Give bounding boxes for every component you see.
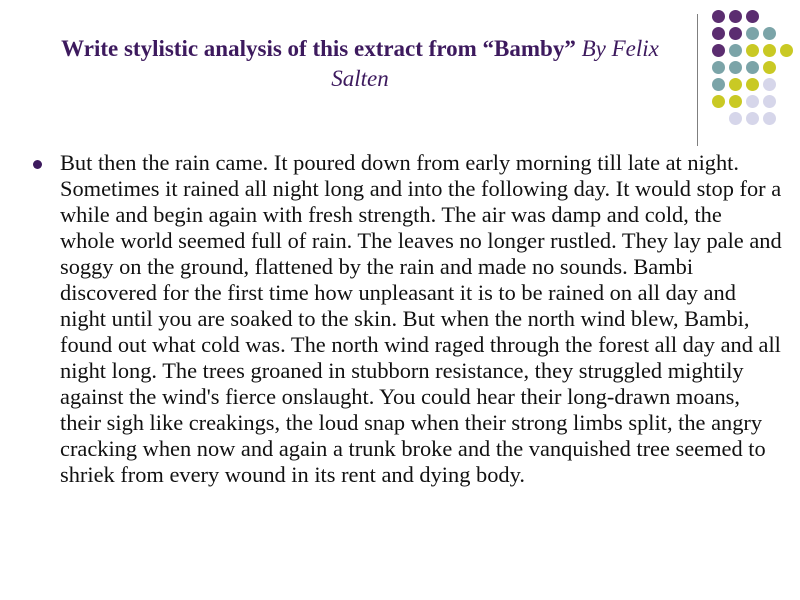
decorative-dot: [729, 61, 742, 74]
decorative-dot-grid: [708, 10, 798, 130]
decorative-dot: [712, 61, 725, 74]
decorative-dot: [763, 44, 776, 57]
decorative-dot: [763, 112, 776, 125]
decorative-dot: [729, 95, 742, 108]
decorative-dot: [746, 27, 759, 40]
slide-title: [30, 34, 690, 94]
decorative-dot: [763, 95, 776, 108]
slide-title-main: Write stylistic analysis of this extract from “Bamby”: [61, 36, 576, 61]
decorative-dot: [746, 61, 759, 74]
decorative-dot: [763, 27, 776, 40]
decorative-dot: [746, 44, 759, 57]
decorative-dot: [729, 112, 742, 125]
decorative-dot: [712, 44, 725, 57]
decorative-dot: [746, 10, 759, 23]
decorative-dot: [763, 78, 776, 91]
bullet-icon: [33, 160, 42, 169]
decorative-dot: [780, 44, 793, 57]
vertical-divider: [697, 14, 698, 146]
decorative-dot: [746, 112, 759, 125]
decorative-dot: [746, 95, 759, 108]
extract-paragraph: But then the rain came. It poured down from early morning till late at night. Sometimes it rained all night long and into the following day. It would stop for a while and begin again with fresh strength. The air was damp and cold, the whole world seemed full of rain. The leaves no longer rustled. They lay pale and soggy on the ground, flattened by the rain and made no sounds. Bambi discovered for the first time how unpleasant it is to be rained on all day and night until you are soaked to the skin. But when the north wind blew, Bambi, found out what cold was. The north wind raged through the forest all day and all night long. The trees groaned in stubborn resistance, they struggled mightily against the wind's fierce onslaught. You could hear their long-drawn moans, their sigh like creakings, the loud snap when their strong limbs split, the angry cracking when now and again a trunk broke and the vanquished tree seemed to shriek from every wound in its rent and dying body.: [60, 150, 782, 487]
decorative-dot: [729, 78, 742, 91]
decorative-dot: [712, 10, 725, 23]
decorative-dot: [712, 27, 725, 40]
decorative-dot: [712, 78, 725, 91]
decorative-dot: [746, 78, 759, 91]
slide-title-author: By Felix Salten: [331, 36, 659, 91]
decorative-dot: [729, 44, 742, 57]
decorative-dot: [763, 61, 776, 74]
decorative-dot: [712, 95, 725, 108]
decorative-dot: [729, 10, 742, 23]
decorative-dot: [729, 27, 742, 40]
